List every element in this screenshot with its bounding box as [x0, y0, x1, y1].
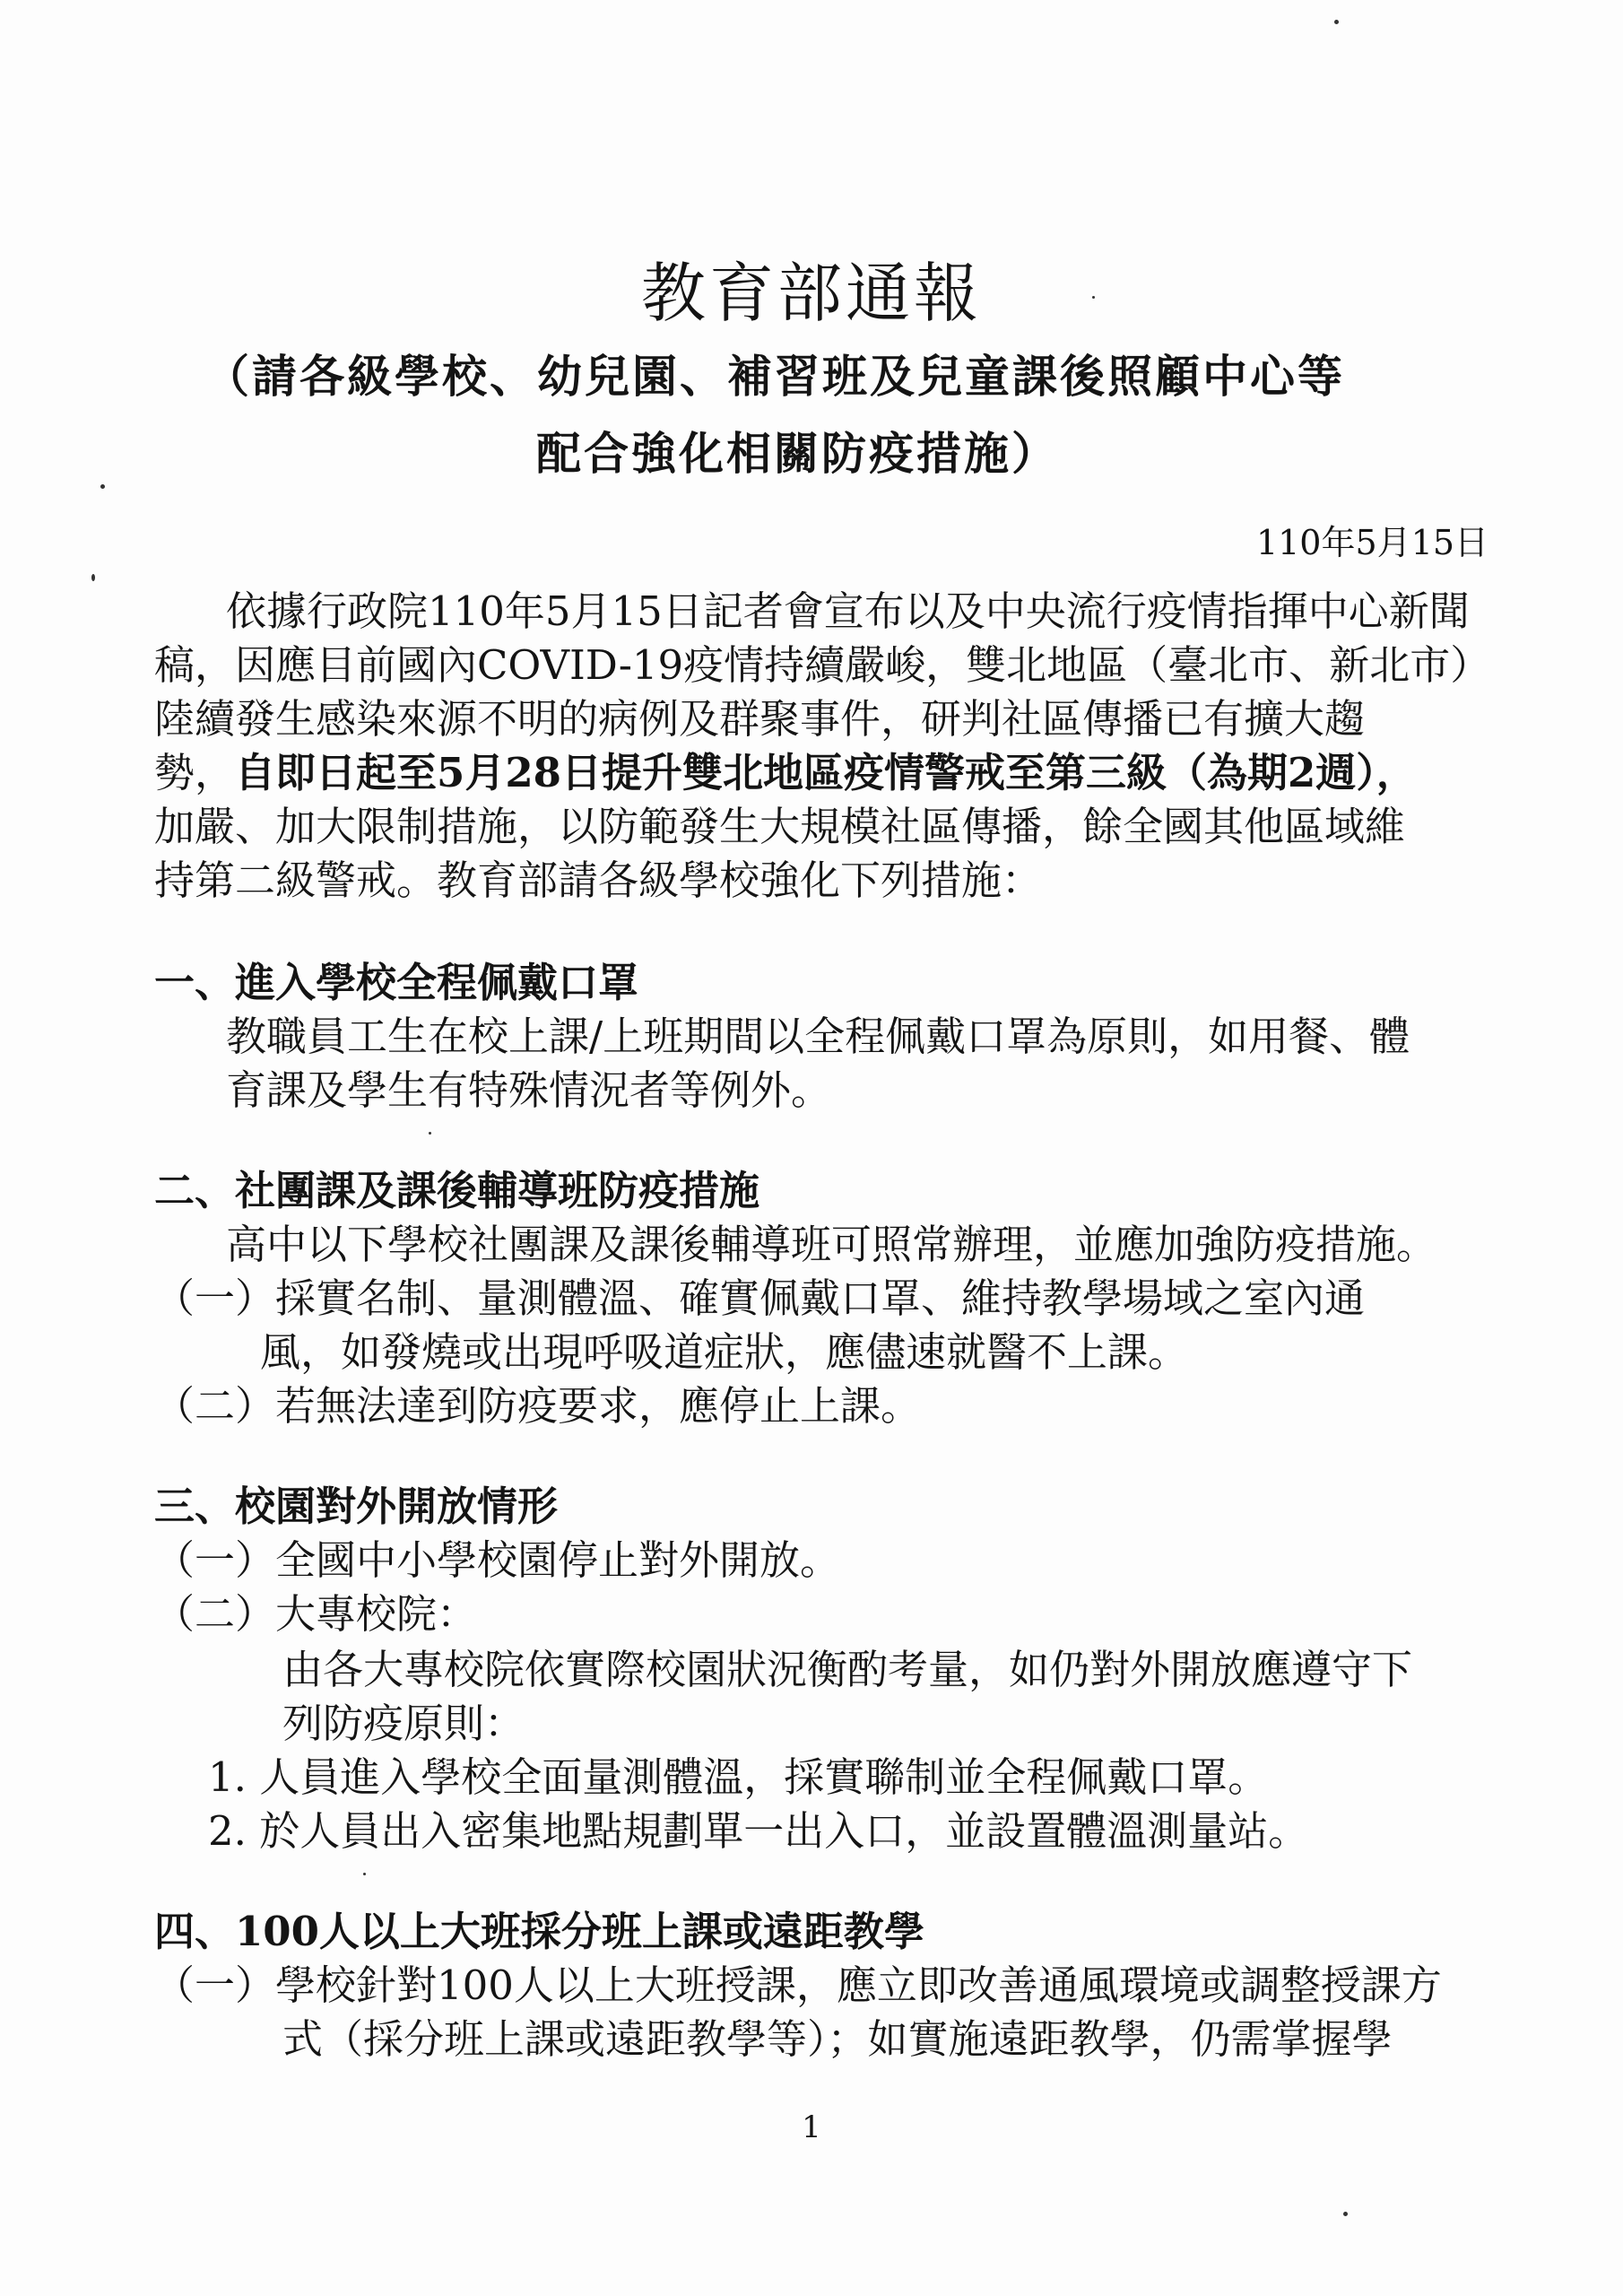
- intro-line-2: 稿，因應目前國內COVID-19疫情持續嚴峻，雙北地區（臺北市、新北市）: [154, 641, 1491, 689]
- section-1-heading: 一、進入學校全程佩戴口罩: [154, 959, 639, 1006]
- section-3-paragraph-line-1: 由各大專校院依實際校園狀況衡酌考量，如仍對外開放應遵守下: [282, 1646, 1413, 1693]
- intro-line-1: 依據行政院110年5月15日記者會宣布以及中央流行疫情指揮中心新聞: [226, 587, 1470, 635]
- section-2-item-2: （二）若無法達到防疫要求，應停止上課。: [154, 1382, 922, 1430]
- section-3-item-2: （二）大專校院：: [154, 1590, 478, 1638]
- page-number: 1: [802, 2109, 821, 2145]
- intro-line-4-bold: 自即日起至5月28日提升雙北地區疫情警戒至第三級（為期2週），: [235, 749, 1417, 796]
- section-2-heading: 二、社團課及課後輔導班防疫措施: [154, 1167, 760, 1214]
- section-1-line-2: 育課及學生有特殊情況者等例外。: [226, 1066, 832, 1114]
- intro-line-6: 持第二級警戒。教育部請各級學校強化下列措施：: [154, 857, 1043, 904]
- scan-speck: [100, 484, 105, 489]
- scan-speck: [1334, 20, 1339, 24]
- document-date: 110年5月15日: [1255, 523, 1488, 562]
- section-3-paragraph-line-2: 列防疫原則：: [282, 1700, 525, 1747]
- section-3-numbered-1: 1. 人員進入學校全面量測體溫，採實聯制並全程佩戴口罩。: [208, 1753, 1269, 1801]
- section-2-line-1: 高中以下學校社團課及課後輔導班可照常辦理，並應加強防疫措施。: [226, 1221, 1437, 1268]
- scan-speck: [1343, 2212, 1348, 2216]
- scan-speck: [91, 574, 95, 581]
- intro-line-4-plain: 勢，: [154, 749, 236, 796]
- scan-speck: [1092, 296, 1095, 299]
- section-4-item-1-line-2: 式（採分班上課或遠距教學等）；如實施遠距教學，仍需掌握學: [282, 2015, 1393, 2063]
- section-2-item-1-line-1: （一）採實名制、量測體溫、確實佩戴口罩、維持教學場域之室內通: [154, 1274, 1366, 1322]
- section-1-line-1: 教職員工生在校上課/上班期間以全程佩戴口罩為原則，如用餐、體: [226, 1013, 1410, 1060]
- intro-line-3: 陸續發生感染來源不明的病例及群聚事件，研判社區傳播已有擴大趨: [154, 695, 1366, 743]
- section-3-heading: 三、校園對外開放情形: [154, 1483, 559, 1530]
- section-3-numbered-2: 2. 於人員出入密集地點規劃單一出入口，並設置體溫測量站。: [208, 1807, 1309, 1855]
- intro-line-4: [154, 748, 1417, 798]
- scan-speck: [429, 1132, 431, 1135]
- page-title: 教育部通報: [640, 256, 982, 331]
- subtitle-line-1: （請各級學校、幼兒園、補習班及兒童課後照顧中心等: [204, 350, 1345, 403]
- section-3-item-1: （一）全國中小學校園停止對外開放。: [154, 1536, 841, 1584]
- section-4-item-1-line-1: （一）學校針對100人以上大班授課，應立即改善通風環境或調整授課方: [154, 1961, 1442, 2009]
- section-2-item-1-line-2: 風，如發燒或出現呼吸道症狀，應儘速就醫不上課。: [260, 1328, 1189, 1376]
- section-4-heading: 四、100人以上大班採分班上課或遠距教學: [154, 1908, 924, 1955]
- subtitle-line-2: 配合強化相關防疫措施）: [536, 427, 1059, 480]
- intro-line-5: 加嚴、加大限制措施，以防範發生大規模社區傳播，餘全國其他區域維: [154, 803, 1406, 850]
- scan-speck: [363, 1873, 366, 1875]
